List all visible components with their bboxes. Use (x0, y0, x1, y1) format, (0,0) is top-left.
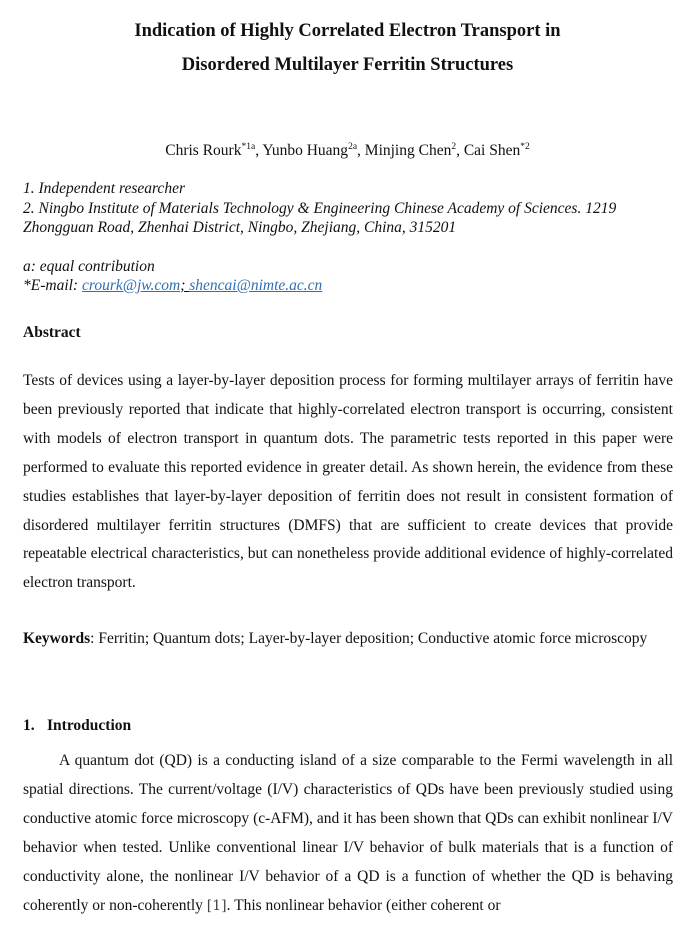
author: Chris Rourk (165, 142, 242, 159)
affiliation-2-line-2: Zhongguan Road, Zhenhai District, Ningbo, Zhejiang, China, 315201 (23, 219, 457, 236)
introduction-heading (23, 716, 131, 736)
email-link-rourk[interactable]: crourk@jw.com (81, 277, 181, 294)
email-separator: ; (180, 277, 190, 294)
introduction-body (23, 747, 673, 920)
abstract-heading: Abstract (23, 324, 81, 341)
author-separator: , (357, 142, 365, 159)
author-affiliation-mark: *2 (520, 142, 530, 152)
introduction-text-continued: . This nonlinear behavior (either coherent or (226, 896, 501, 914)
email-label: *E-mail: (23, 277, 82, 294)
keywords (23, 625, 673, 654)
paper-title-line-1: Indication of Highly Correlated Electron Transport in (134, 21, 561, 41)
equal-contribution-note: a: equal contribution (23, 258, 155, 275)
paper-title-line-2: Disordered Multilayer Ferritin Structures (181, 55, 514, 75)
section-title: Introduction (47, 717, 132, 734)
affiliation-2-line-1: 2. Ningbo Institute of Materials Technology & Engineering Chinese Academy of Sciences. 1219 (23, 200, 617, 217)
affiliation-1: 1. Independent researcher (23, 180, 185, 197)
keywords-label: Keywords (23, 630, 91, 647)
author: Minjing Chen (364, 142, 452, 159)
author-list (0, 141, 695, 161)
abstract-body: Tests of devices using a layer-by-layer deposition process for forming multilayer arrays of ferritin have been previously reported that indicate that highly-correlated electron transport is occurring, consistent with models of electron transport in quantum dots. The parametric tests reported in this paper were performed to evaluate this reported evidence in greater detail. As shown herein, the evidence from these studies establishes that layer-by-layer deposition of ferritin does not result in consistent formation of disordered multilayer ferritin structures (DMFS) that are sufficient to create devices that provide repeatable electrical characteristics, but can nonetheless provide additional evidence of highly-correlated electron transport. (23, 372, 673, 592)
author-affiliation-mark: *1a (241, 142, 256, 152)
author-separator: , (255, 142, 263, 159)
author-affiliation-mark: 2a (348, 142, 358, 152)
email-link-shen[interactable]: shencai@nimte.ac.cn (189, 277, 323, 294)
email-line (23, 276, 322, 296)
author-affiliation-mark: 2 (451, 142, 457, 152)
author-separator: , (456, 142, 464, 159)
author: Cai Shen (463, 142, 521, 159)
author: Yunbo Huang (262, 142, 349, 159)
section-number: 1. (23, 717, 35, 734)
introduction-text: A quantum dot (QD) is a conducting island of a size comparable to the Fermi wavelength in all spatial directions. The current/voltage (I/V) characteristics of QDs have been previously studied using conductive atomic force microscopy (c-AFM), and it has been shown that QDs can exhibit nonlinear I/V behavior when tested. Unlike conventional linear I/V behavior of bulk materials that is a function of conductivity alone, the nonlinear I/V behavior of a QD is a function of whether the QD is behaving coherently or non-coherently (23, 752, 673, 914)
keywords-list: : Ferritin; Quantum dots; Layer-by-layer deposition; Conductive atomic force microscopy (90, 630, 648, 647)
citation-link[interactable]: [1] (206, 897, 227, 914)
